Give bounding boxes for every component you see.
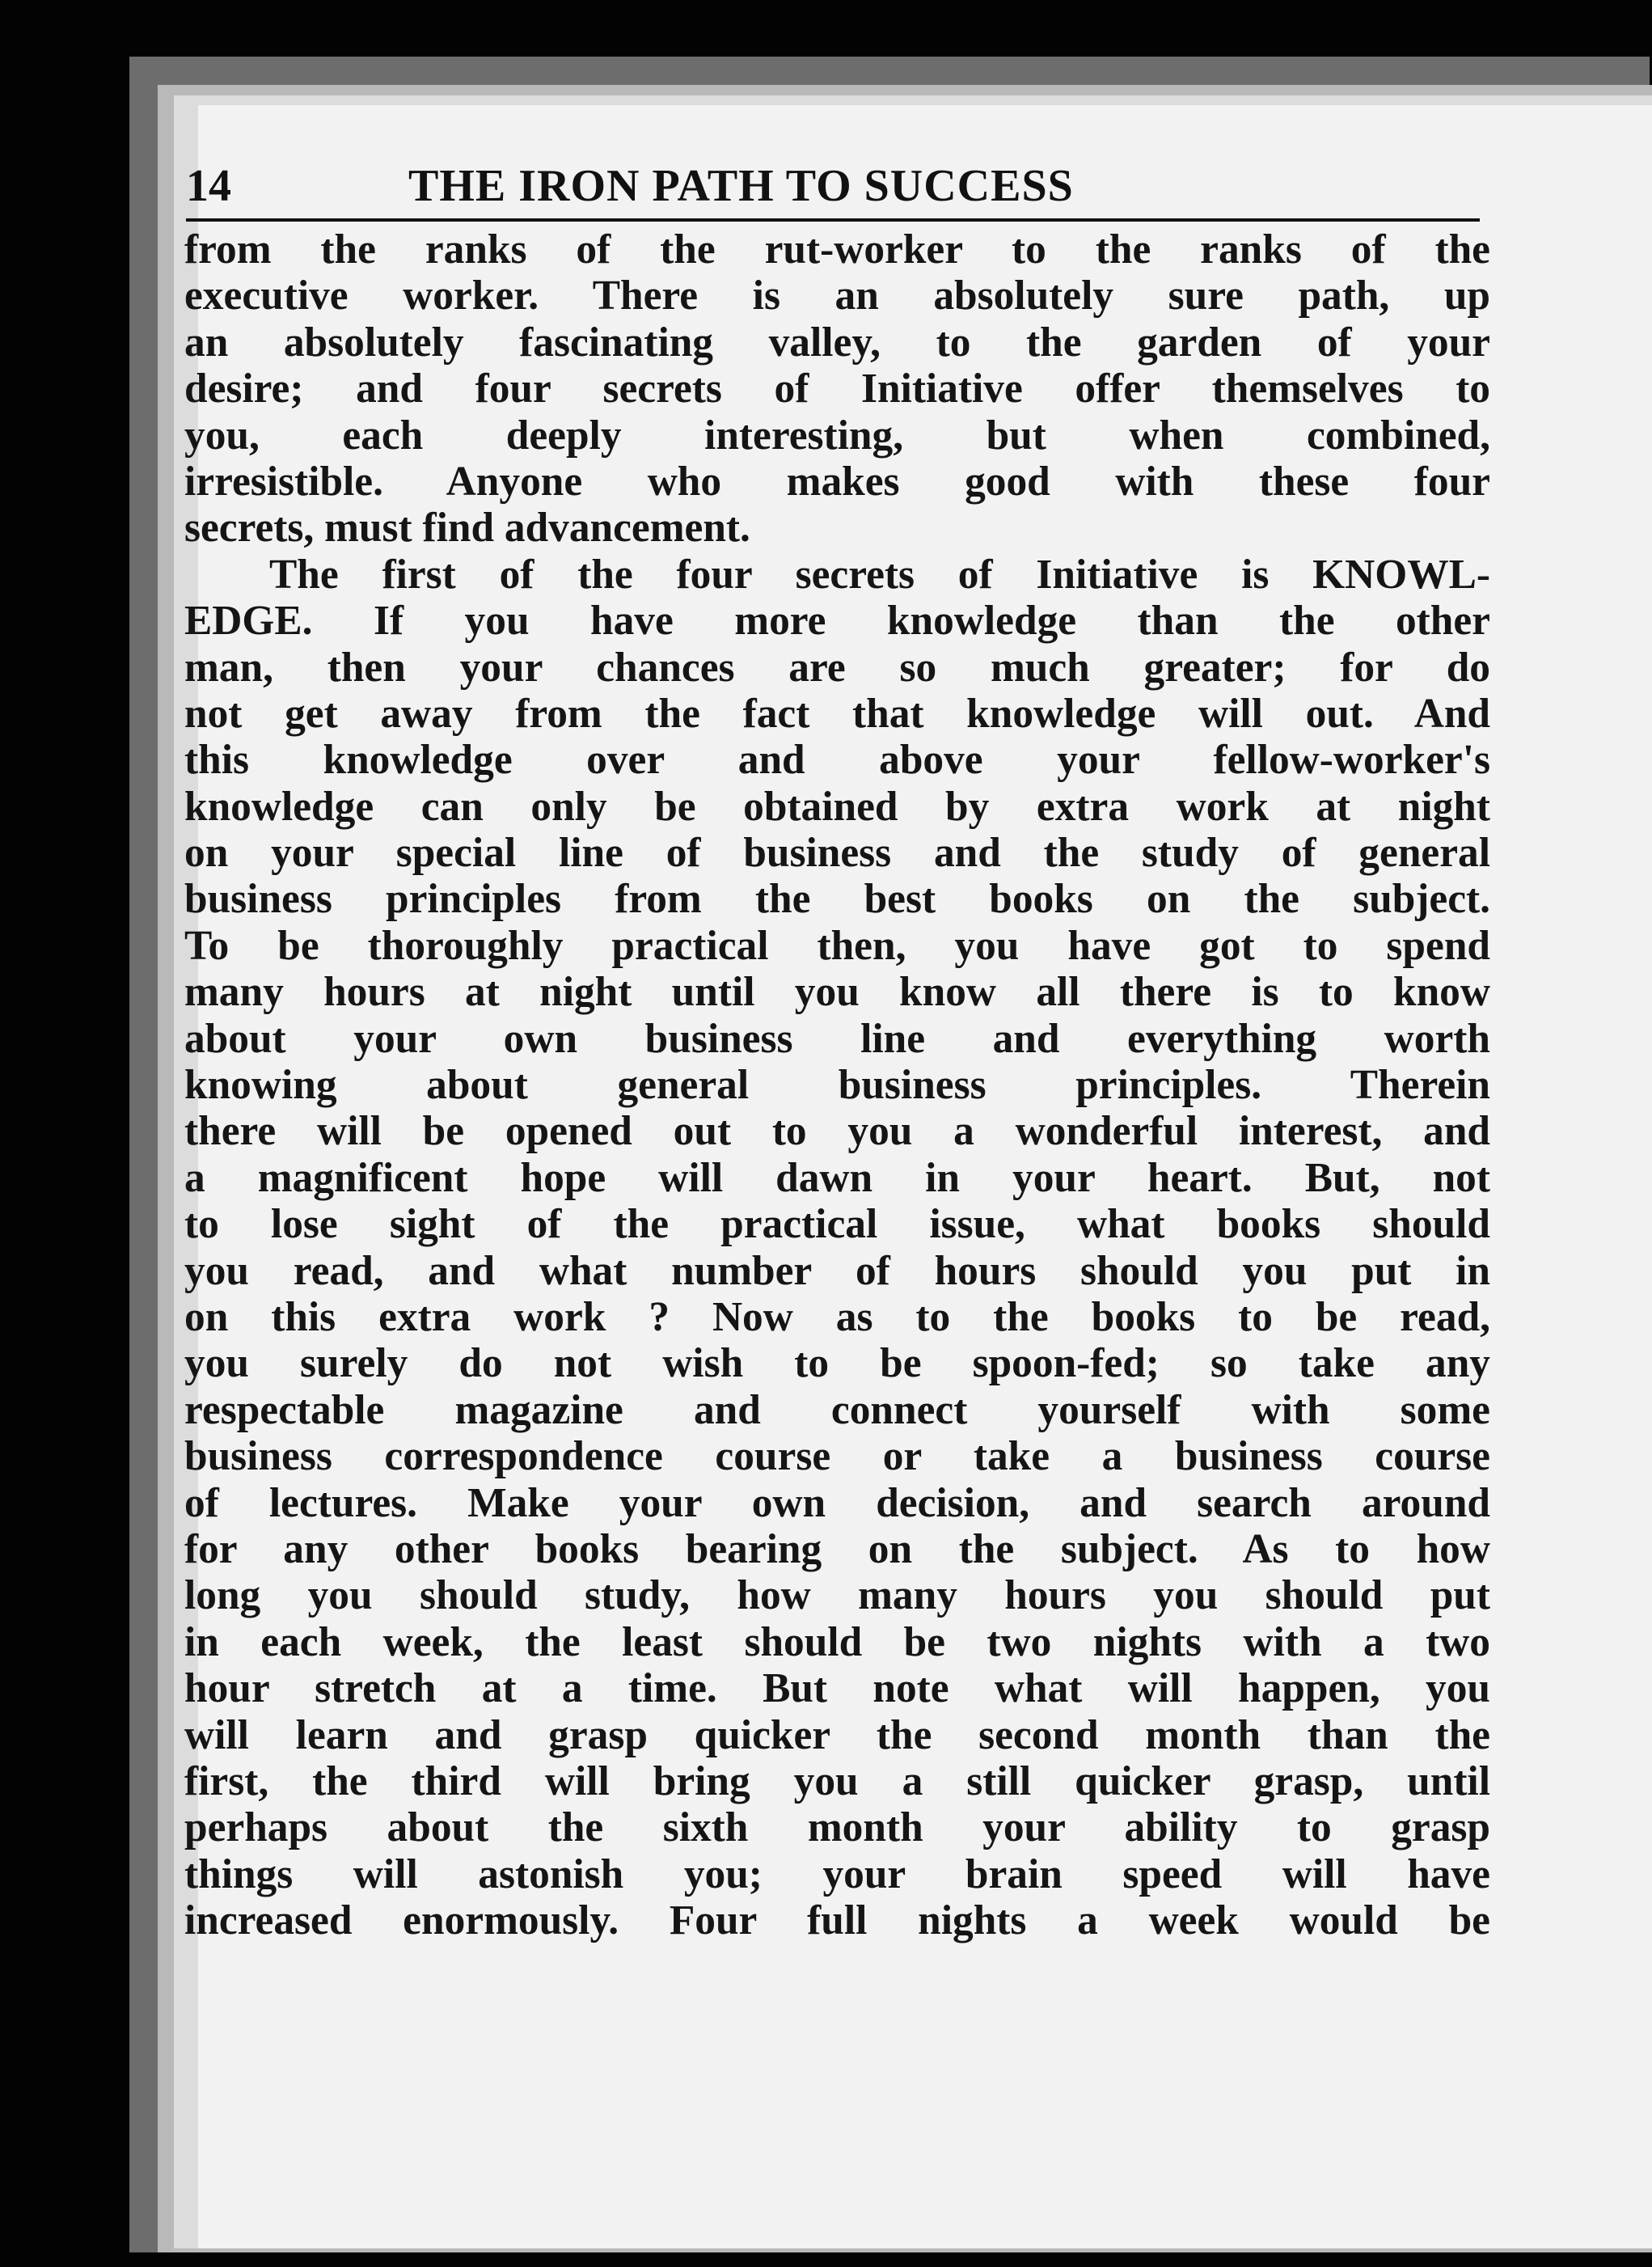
text-line: will learn and grasp quicker the second month than the bbox=[184, 1711, 1490, 1758]
text-line: in each week, the least should be two nights with a two bbox=[184, 1618, 1490, 1665]
text-line: knowing about general business principles. Therein bbox=[184, 1062, 1490, 1109]
text-line: many hours at night until you know all there is to know bbox=[184, 969, 1490, 1016]
page-header bbox=[186, 146, 1480, 222]
text-line: things will astonish you; your brain speed will have bbox=[184, 1850, 1490, 1897]
text-line: to lose sight of the practical issue, what books should bbox=[184, 1201, 1490, 1248]
text-line: of lectures. Make your own decision, and search around bbox=[184, 1479, 1490, 1526]
text-line: long you should study, how many hours you should put bbox=[184, 1572, 1490, 1619]
text-line: respectable magazine and connect yourself with some bbox=[184, 1386, 1490, 1433]
text-line: for any other books bearing on the subject. As to how bbox=[184, 1525, 1490, 1572]
running-title: THE IRON PATH TO SUCCESS bbox=[408, 161, 1074, 211]
text-line: on your special line of business and the study of general bbox=[184, 830, 1490, 877]
text-line: on this extra work ? Now as to the books to be read, bbox=[184, 1293, 1490, 1340]
body-text bbox=[184, 226, 1490, 1943]
text-line: an absolutely fascinating valley, to the garden of your bbox=[184, 319, 1490, 366]
text-line: not get away from the fact that knowledge will out. And bbox=[184, 690, 1490, 737]
text-line: first, the third will bring you a still quicker grasp, until bbox=[184, 1757, 1490, 1804]
text-line: this knowledge over and above your fellow-worker's bbox=[184, 737, 1490, 784]
text-line: about your own business line and everything worth bbox=[184, 1015, 1490, 1062]
text-line: executive worker. There is an absolutely sure path, up bbox=[184, 273, 1490, 319]
text-line: you read, and what number of hours should you put in bbox=[184, 1247, 1490, 1294]
text-line: desire; and four secrets of Initiative offer themselves to bbox=[184, 366, 1490, 412]
text-line: irresistible. Anyone who makes good with these four bbox=[184, 458, 1490, 505]
text-line: business correspondence course or take a business course bbox=[184, 1433, 1490, 1480]
text-line: To be thoroughly practical then, you have got to spend bbox=[184, 922, 1490, 969]
text-line: The first of the four secrets of Initiative is KNOWL- bbox=[269, 551, 1490, 598]
page-number: 14 bbox=[186, 161, 231, 211]
text-line: there will be opened out to you a wonderful interest, and bbox=[184, 1108, 1490, 1155]
text-line: hour stretch at a time. But note what will happen, you bbox=[184, 1665, 1490, 1712]
text-line: you, each deeply interesting, but when combined, bbox=[184, 412, 1490, 459]
text-line: increased enormously. Four full nights a week would be bbox=[184, 1897, 1490, 1944]
text-line: perhaps about the sixth month your ability to grasp bbox=[184, 1804, 1490, 1851]
text-line: knowledge can only be obtained by extra work at night bbox=[184, 783, 1490, 830]
text-line: business principles from the best books on the subject. bbox=[184, 876, 1490, 923]
text-line: a magnificent hope will dawn in your heart. But, not bbox=[184, 1154, 1490, 1201]
text-line: man, then your chances are so much greater; for do bbox=[184, 644, 1490, 691]
text-line: you surely do not wish to be spoon-fed; so take any bbox=[184, 1340, 1490, 1387]
text-line: secrets, must find advancement. bbox=[184, 505, 750, 552]
text-line: EDGE. If you have more knowledge than the other bbox=[184, 598, 1490, 645]
text-line: from the ranks of the rut-worker to the ranks of the bbox=[184, 226, 1490, 273]
